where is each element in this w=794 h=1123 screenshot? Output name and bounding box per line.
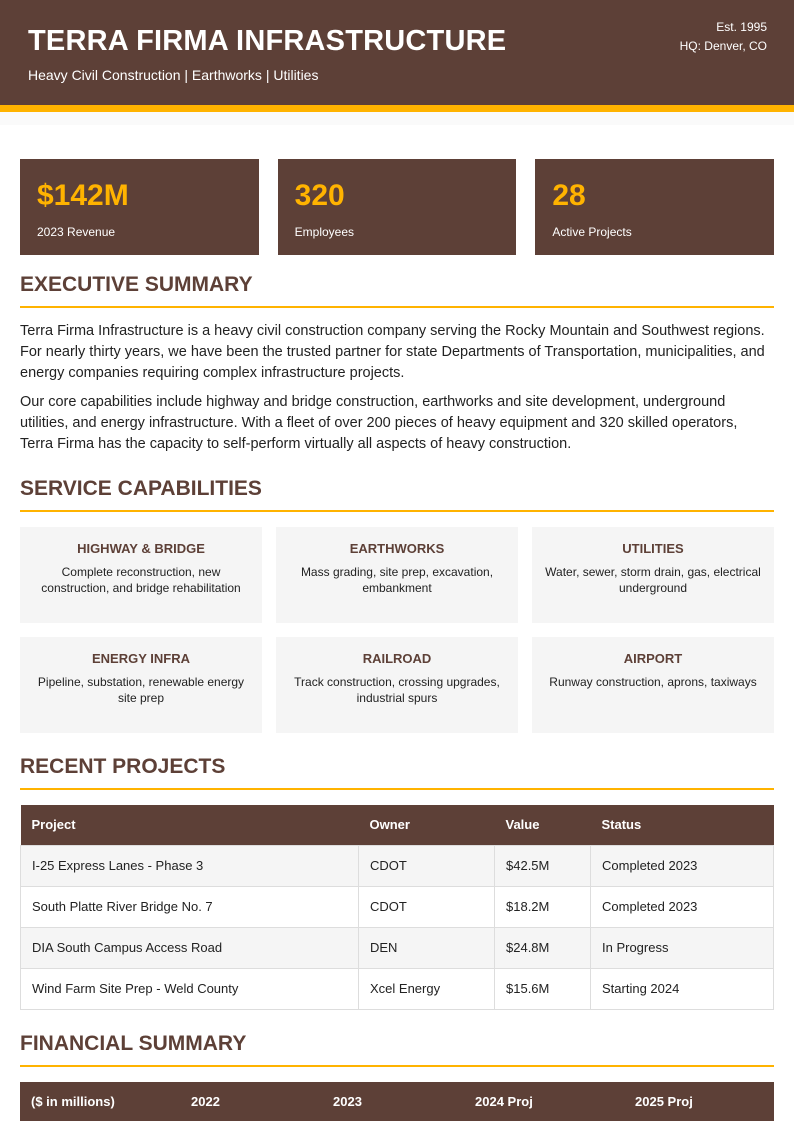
service-desc: Track construction, crossing upgrades, industrial spurs <box>294 675 500 705</box>
column-header: ($ in millions) <box>20 1082 180 1121</box>
executive-summary-heading: EXECUTIVE SUMMARY <box>20 273 774 308</box>
column-header: 2023 <box>322 1082 464 1121</box>
table-cell: Wind Farm Site Prep - Weld County <box>21 968 359 1009</box>
stat-label: Employees <box>294 225 355 239</box>
headquarters: HQ: Denver, CO <box>679 39 767 53</box>
service-title: ENERGY INFRA <box>92 651 190 666</box>
table-cell: Xcel Energy <box>359 968 495 1009</box>
table-cell: South Platte River Bridge No. 7 <box>21 886 359 927</box>
column-header: Value <box>495 805 591 845</box>
stats-row <box>20 159 774 255</box>
service-desc: Pipeline, substation, renewable energy site prep <box>37 675 245 705</box>
service-title: EARTHWORKS <box>349 541 445 556</box>
table-cell: CDOT <box>359 845 495 886</box>
company-meta <box>680 18 767 56</box>
table-cell: Completed 2023 <box>591 886 774 927</box>
service-desc: Mass grading, site prep, excavation, embankment <box>300 565 494 595</box>
stat-value: $142M <box>37 179 129 212</box>
column-header: Status <box>591 805 774 845</box>
service-desc: Complete reconstruction, new construction, and bridge rehabilitation <box>41 565 241 595</box>
services-grid <box>20 527 774 733</box>
table-row <box>21 886 774 927</box>
financial-summary-heading: FINANCIAL SUMMARY <box>20 1032 774 1067</box>
table-cell: $18.2M <box>495 886 591 927</box>
table-cell: Starting 2024 <box>591 968 774 1009</box>
stat-label: 2023 Revenue <box>37 225 116 239</box>
table-row <box>21 927 774 968</box>
summary-paragraph: Our core capabilities include highway and bridge construction, earthworks and site development, underground utilities, and energy infrastructure. With a fleet of over 200 pieces of heavy equipment and 320 skilled operators, Terra Firma has the capacity to self-perform virtually all aspects of heavy construction. <box>20 394 738 452</box>
table-cell: $42.5M <box>495 845 591 886</box>
service-title: UTILITIES <box>622 541 684 556</box>
table-cell: I-25 Express Lanes - Phase 3 <box>21 845 359 886</box>
service-desc: Water, sewer, storm drain, gas, electrical underground <box>545 565 761 595</box>
table-cell: DIA South Campus Access Road <box>21 927 359 968</box>
divider-strip <box>0 112 794 125</box>
financial-table <box>20 1082 774 1121</box>
column-header: Project <box>21 805 359 845</box>
service-card <box>532 637 774 733</box>
table-cell: Completed 2023 <box>591 845 774 886</box>
column-header: Owner <box>359 805 495 845</box>
column-header: 2022 <box>180 1082 322 1121</box>
column-header: 2025 Proj <box>624 1082 774 1121</box>
summary-paragraph: Terra Firma Infrastructure is a heavy civil construction company serving the Rocky Mountain and Southwest regions. For nearly thirty years, we have been the trusted partner for state Departments of Transportation, municipalities, and energy companies requiring complex infrastructure projects. <box>20 323 765 381</box>
table-row <box>21 845 774 886</box>
table-cell: CDOT <box>359 886 495 927</box>
service-capabilities-heading: SERVICE CAPABILITIES <box>20 477 774 512</box>
service-card <box>532 527 774 623</box>
service-card <box>20 527 262 623</box>
stat-value: 28 <box>552 179 586 212</box>
stat-revenue <box>20 159 259 255</box>
service-title: AIRPORT <box>623 651 683 666</box>
stat-label: Active Projects <box>552 225 632 239</box>
table-cell: In Progress <box>591 927 774 968</box>
service-card <box>276 527 518 623</box>
recent-projects-heading: RECENT PROJECTS <box>20 755 774 790</box>
table-row <box>21 968 774 1009</box>
tagline: Heavy Civil Construction | Earthworks | Utilities <box>28 67 319 83</box>
service-desc: Runway construction, aprons, taxiways <box>549 675 757 689</box>
service-card <box>20 637 262 733</box>
stat-projects <box>535 159 774 255</box>
stat-value: 320 <box>294 179 345 212</box>
header <box>0 0 794 105</box>
service-card <box>276 637 518 733</box>
table-cell: $24.8M <box>495 927 591 968</box>
table-cell: $15.6M <box>495 968 591 1009</box>
service-title: RAILROAD <box>362 651 432 666</box>
established: Est. 1995 <box>716 20 767 34</box>
stat-employees <box>278 159 517 255</box>
table-cell: DEN <box>359 927 495 968</box>
service-title: HIGHWAY & BRIDGE <box>77 541 205 556</box>
accent-bar <box>0 105 794 112</box>
company-title: TERRA FIRMA INFRASTRUCTURE <box>28 25 507 57</box>
projects-table <box>20 805 774 1010</box>
column-header: 2024 Proj <box>464 1082 624 1121</box>
